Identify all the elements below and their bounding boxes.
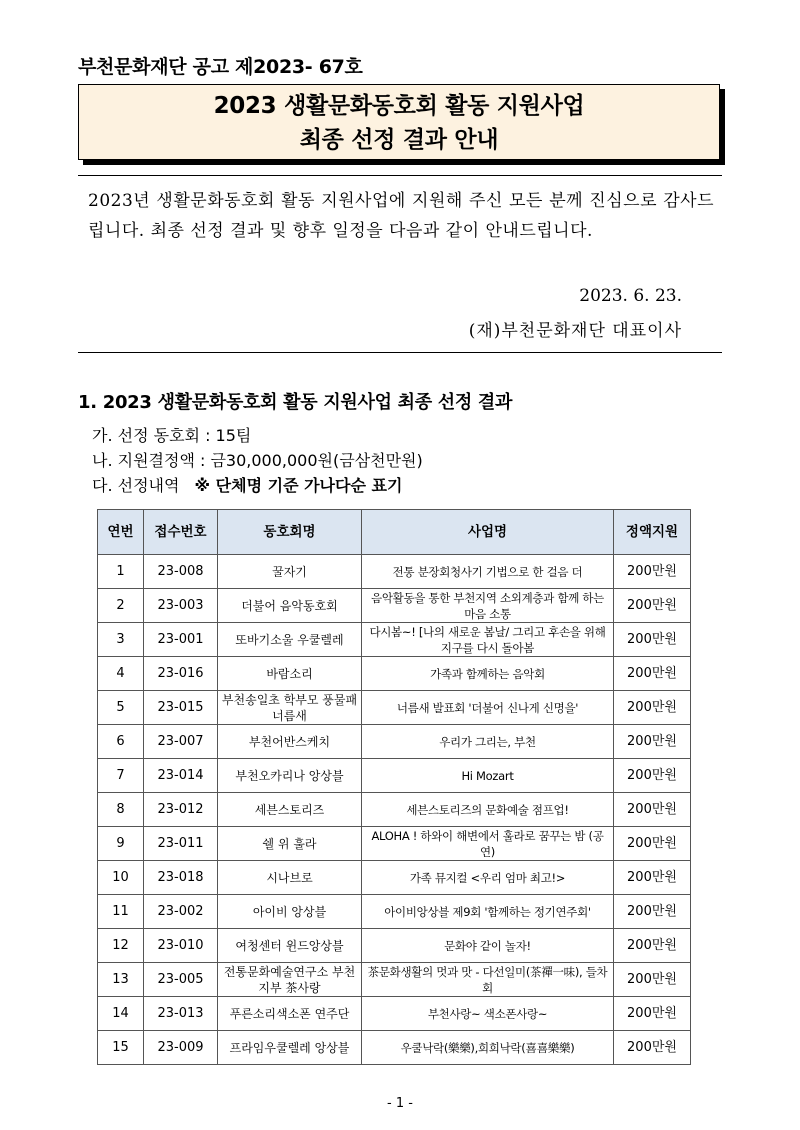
table-row: [98, 861, 691, 895]
cell-index: 10: [98, 861, 144, 895]
cell-index: 4: [98, 657, 144, 691]
sort-note: ※ 단체명 기준 가나다순 표기: [194, 476, 403, 495]
cell-club-name: 또바기소울 우쿨렐레: [218, 623, 362, 657]
cell-project-name: 너름새 발표회 '더불어 신나게 신명을': [362, 691, 614, 725]
table-row: [98, 827, 691, 861]
cell-club-name: 푸른소리색소폰 연주단: [218, 997, 362, 1031]
cell-receipt-no: 23-005: [144, 963, 218, 997]
divider-bottom: [78, 352, 722, 353]
cell-support: 200만원: [614, 555, 691, 589]
cell-index: 1: [98, 555, 144, 589]
selected-clubs-count: 가. 선정 동호회 : 15팀: [92, 426, 252, 445]
header-receipt-no: 접수번호: [144, 510, 218, 555]
cell-project-name: 가족 뮤지컬 <우리 엄마 최고!>: [362, 861, 614, 895]
header-club-name: 동호회명: [218, 510, 362, 555]
cell-support: 200만원: [614, 793, 691, 827]
intro-paragraph: 2023년 생활문화동호회 활동 지원사업에 지원해 주신 모든 분께 진심으로 감사드립니다. 최종 선정 결과 및 향후 일정을 다음과 같이 안내드립니다.: [88, 191, 714, 241]
organization-signature: (재)부천문화재단 대표이사: [468, 321, 682, 341]
cell-index: 5: [98, 691, 144, 725]
selection-details: [92, 473, 402, 496]
cell-support: 200만원: [614, 963, 691, 997]
cell-index: 11: [98, 895, 144, 929]
table-row: [98, 793, 691, 827]
title-box: [78, 84, 720, 160]
cell-club-name: 시나브로: [218, 861, 362, 895]
cell-receipt-no: 23-002: [144, 895, 218, 929]
cell-receipt-no: 23-003: [144, 589, 218, 623]
header-index: 연번: [98, 510, 144, 555]
cell-receipt-no: 23-016: [144, 657, 218, 691]
cell-index: 9: [98, 827, 144, 861]
cell-club-name: 부천오카리나 앙상블: [218, 759, 362, 793]
table-row: [98, 691, 691, 725]
cell-club-name: 프라임우쿨렐레 앙상블: [218, 1031, 362, 1065]
cell-project-name: Hi Mozart: [362, 759, 614, 793]
cell-support: 200만원: [614, 725, 691, 759]
cell-index: 3: [98, 623, 144, 657]
cell-project-name: 가족과 함께하는 음악회: [362, 657, 614, 691]
cell-receipt-no: 23-001: [144, 623, 218, 657]
cell-support: 200만원: [614, 895, 691, 929]
title-line-1: 2023 생활문화동호회 활동 지원사업: [213, 93, 585, 119]
cell-project-name: ALOHA ! 하와이 해변에서 훌라로 꿈꾸는 밤 (공연): [362, 827, 614, 861]
cell-project-name: 우쿨낙락(樂樂),희희낙락(喜喜樂樂): [362, 1031, 614, 1065]
cell-club-name: 부천송일초 학부모 풍물패 너름새: [218, 691, 362, 725]
cell-index: 7: [98, 759, 144, 793]
table-row: [98, 1031, 691, 1065]
cell-project-name: 전통 분장회청사기 기법으로 한 걸음 더: [362, 555, 614, 589]
cell-receipt-no: 23-013: [144, 997, 218, 1031]
table-row: [98, 589, 691, 623]
cell-receipt-no: 23-010: [144, 929, 218, 963]
cell-index: 12: [98, 929, 144, 963]
cell-index: 14: [98, 997, 144, 1031]
cell-project-name: 문화야 같이 놀자!: [362, 929, 614, 963]
cell-receipt-no: 23-007: [144, 725, 218, 759]
table-row: [98, 963, 691, 997]
table-header-row: [98, 510, 691, 555]
cell-index: 15: [98, 1031, 144, 1065]
table-row: [98, 759, 691, 793]
cell-index: 8: [98, 793, 144, 827]
cell-club-name: 전통문화예술연구소 부천지부 茶사랑: [218, 963, 362, 997]
title-line-2: 최종 선정 결과 안내: [299, 127, 499, 153]
cell-receipt-no: 23-014: [144, 759, 218, 793]
cell-project-name: 茶문화생활의 멋과 맛 - 다선일미(茶禪一味), 들차회: [362, 963, 614, 997]
cell-club-name: 아이비 앙상블: [218, 895, 362, 929]
cell-club-name: 더불어 음악동호회: [218, 589, 362, 623]
table-row: [98, 895, 691, 929]
table-row: [98, 623, 691, 657]
table-row: [98, 657, 691, 691]
cell-receipt-no: 23-012: [144, 793, 218, 827]
notice-number: 부천문화재단 공고 제2023- 67호: [78, 56, 363, 78]
cell-support: 200만원: [614, 657, 691, 691]
cell-index: 13: [98, 963, 144, 997]
section-heading: 1. 2023 생활문화동호회 활동 지원사업 최종 선정 결과: [78, 392, 513, 413]
support-amount: 나. 지원결정액 : 금30,000,000원(금삼천만원): [92, 451, 423, 470]
cell-project-name: 음악활동을 통한 부천지역 소외계층과 함께 하는 마음 소통: [362, 589, 614, 623]
table-row: [98, 725, 691, 759]
table-row: [98, 555, 691, 589]
cell-club-name: 꿀자기: [218, 555, 362, 589]
cell-index: 6: [98, 725, 144, 759]
cell-project-name: 우리가 그리는, 부천: [362, 725, 614, 759]
cell-support: 200만원: [614, 691, 691, 725]
cell-support: 200만원: [614, 929, 691, 963]
cell-receipt-no: 23-018: [144, 861, 218, 895]
cell-support: 200만원: [614, 623, 691, 657]
cell-receipt-no: 23-009: [144, 1031, 218, 1065]
results-table: [97, 509, 691, 1065]
cell-support: 200만원: [614, 759, 691, 793]
cell-receipt-no: 23-008: [144, 555, 218, 589]
cell-index: 2: [98, 589, 144, 623]
selection-details-label: 다. 선정내역: [92, 476, 180, 495]
divider-top: [78, 175, 722, 176]
table-row: [98, 997, 691, 1031]
cell-project-name: 부천사랑~ 색소폰사랑~: [362, 997, 614, 1031]
cell-receipt-no: 23-011: [144, 827, 218, 861]
cell-club-name: 여청센터 윈드앙상블: [218, 929, 362, 963]
cell-support: 200만원: [614, 827, 691, 861]
cell-support: 200만원: [614, 997, 691, 1031]
cell-club-name: 세븐스토리즈: [218, 793, 362, 827]
header-support: 정액지원: [614, 510, 691, 555]
page-number: - 1 -: [387, 1096, 413, 1111]
cell-club-name: 쉘 위 훌라: [218, 827, 362, 861]
cell-project-name: 다시봄~! [나의 새로운 봄날/ 그리고 후손을 위해 지구를 다시 돌아봄: [362, 623, 614, 657]
notice-date: 2023. 6. 23.: [579, 286, 682, 306]
table-row: [98, 929, 691, 963]
header-project-name: 사업명: [362, 510, 614, 555]
cell-receipt-no: 23-015: [144, 691, 218, 725]
cell-support: 200만원: [614, 861, 691, 895]
cell-project-name: 세븐스토리즈의 문화예술 점프업!: [362, 793, 614, 827]
cell-support: 200만원: [614, 589, 691, 623]
cell-club-name: 바람소리: [218, 657, 362, 691]
cell-club-name: 부천어반스케치: [218, 725, 362, 759]
cell-support: 200만원: [614, 1031, 691, 1065]
cell-project-name: 아이비앙상블 제9회 '함께하는 정기연주회': [362, 895, 614, 929]
